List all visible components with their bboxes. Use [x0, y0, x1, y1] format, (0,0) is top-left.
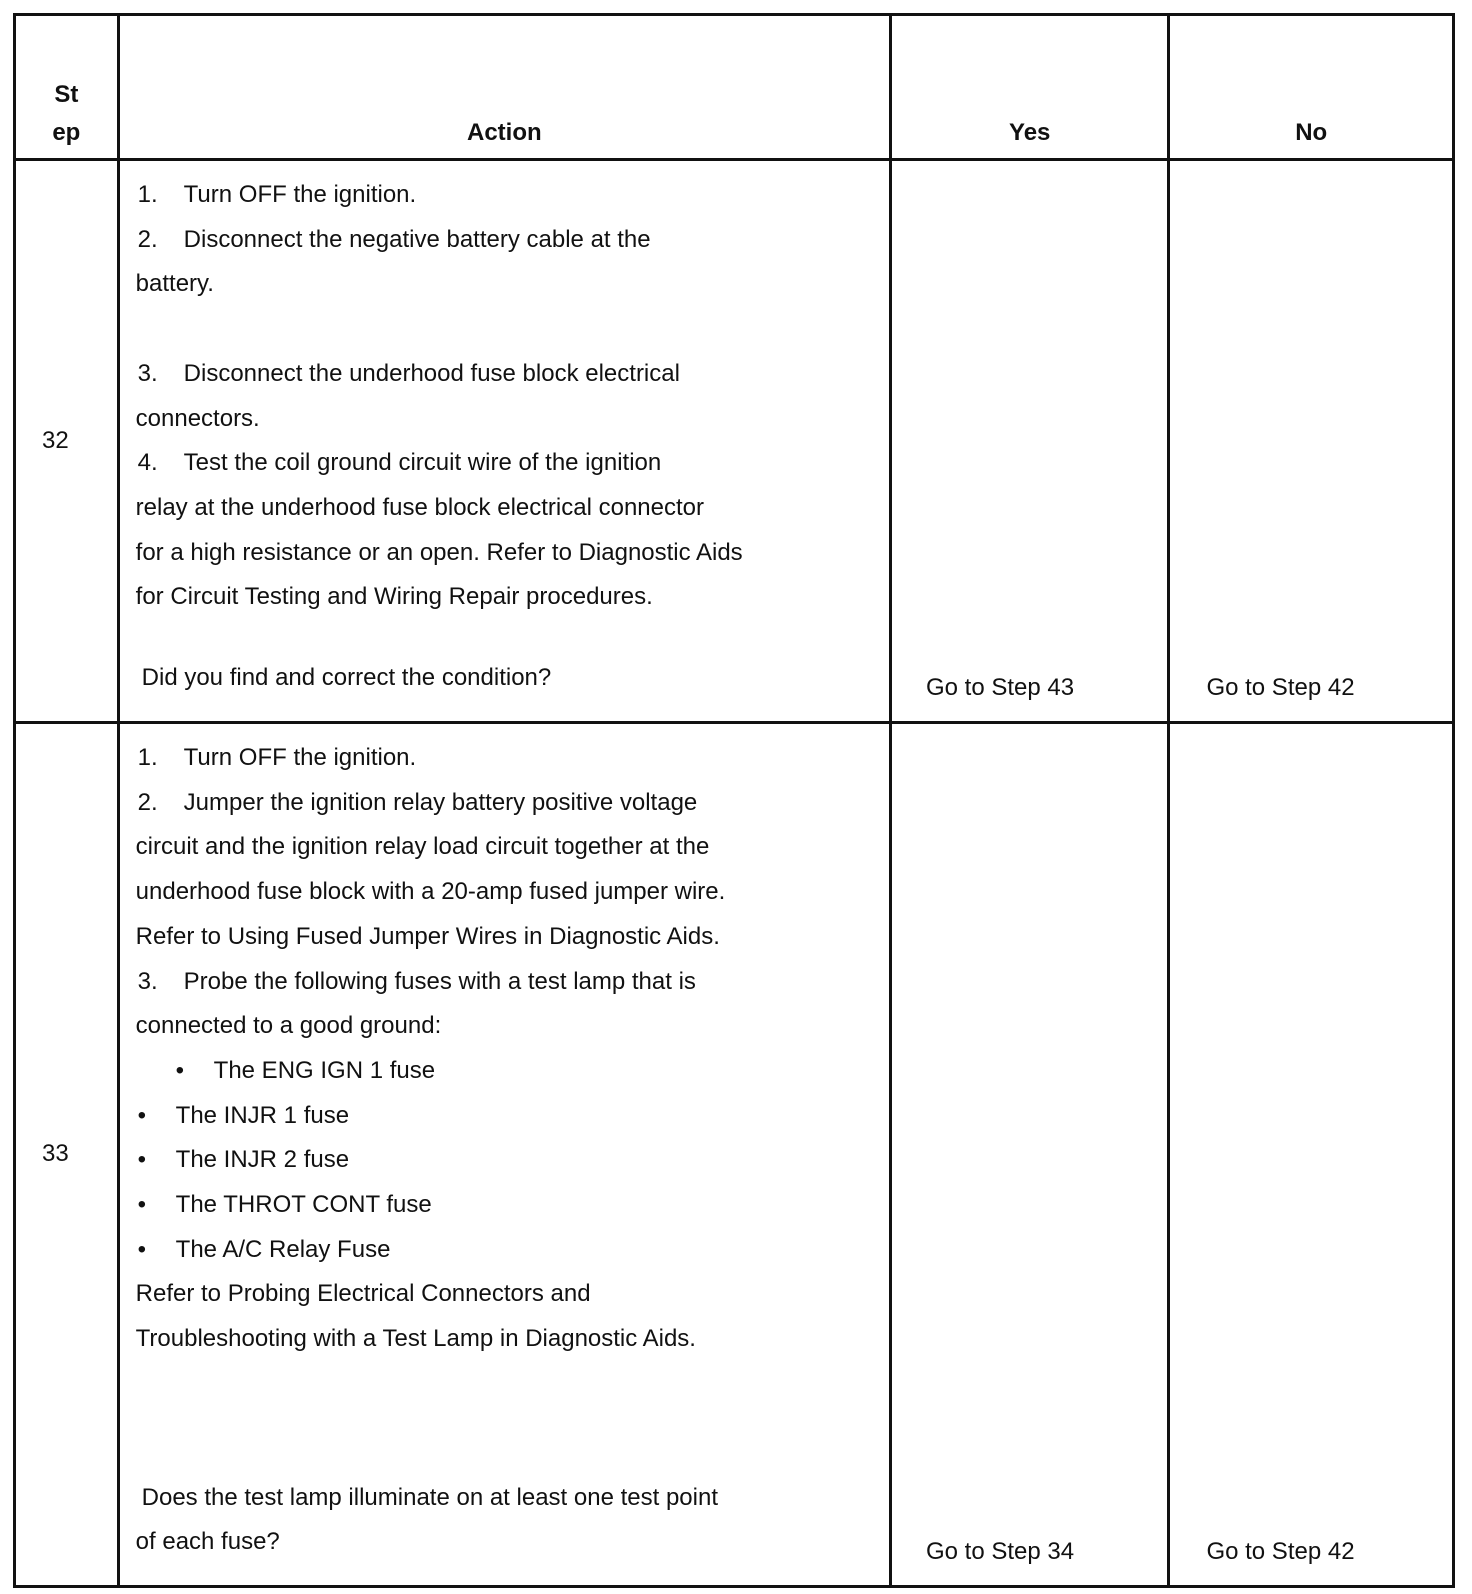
action-line: Refer to Probing Electrical Connectors and [135, 1280, 591, 1308]
yes-header: Yes [891, 15, 1169, 160]
action-line [136, 352, 879, 397]
action-line: battery. [135, 270, 214, 298]
yes-result: Go to Step 34 [891, 723, 1169, 1587]
action-line [136, 441, 879, 486]
action-line [136, 173, 879, 218]
step-header [15, 15, 119, 160]
item-number: 2. [137, 788, 158, 816]
fuse-list-item [136, 1094, 879, 1139]
document-page [13, 13, 1455, 1578]
action-cell [118, 723, 890, 1587]
diagnostic-table [13, 13, 1455, 1588]
question-line: of each fuse? [135, 1528, 280, 1556]
action-line [136, 960, 879, 1005]
item-text: Jumper the ignition relay battery positive voltage [183, 788, 698, 816]
bullet-icon: • [137, 1101, 147, 1129]
fuse-list-item [136, 1049, 879, 1094]
bullet-icon: • [137, 1191, 147, 1219]
item-number: 3. [137, 359, 158, 387]
step-number: 32 [15, 160, 119, 723]
item-text: Turn OFF the ignition. [183, 181, 417, 208]
fuse-name: The A/C Relay Fuse [175, 1235, 391, 1263]
item-number: 1. [137, 744, 158, 771]
fuse-name: The ENG IGN 1 fuse [213, 1056, 436, 1084]
question-line: Did you find and correct the condition? [141, 664, 552, 692]
question-line: Does the test lamp illuminate on at least one test point [141, 1483, 718, 1511]
item-text: Probe the following fuses with a test lamp that is [183, 967, 696, 995]
item-text: Test the coil ground circuit wire of the ignition [183, 449, 662, 477]
no-result: Go to Step 42 [1169, 160, 1454, 723]
action-line: connected to a good ground: [135, 1012, 442, 1040]
item-number: 3. [137, 967, 158, 995]
no-result: Go to Step 42 [1169, 723, 1454, 1587]
fuse-list-item [136, 1228, 879, 1273]
action-line: Troubleshooting with a Test Lamp in Diagnostic Aids. [135, 1325, 696, 1353]
table-row [15, 160, 1454, 723]
action-line: circuit and the ignition relay load circuit together at the [135, 833, 710, 861]
step-header-line-2: ep [52, 119, 81, 146]
action-cell [118, 160, 890, 723]
action-line: for Circuit Testing and Wiring Repair procedures. [135, 583, 653, 611]
fuse-name: The THROT CONT fuse [175, 1191, 432, 1219]
fuse-name: The INJR 2 fuse [175, 1146, 350, 1174]
item-number: 1. [137, 181, 158, 208]
step-question [136, 656, 552, 701]
item-text: Disconnect the underhood fuse block electrical [183, 359, 680, 387]
item-text: Turn OFF the ignition. [183, 744, 417, 771]
bullet-icon: • [175, 1056, 185, 1084]
action-line: connectors. [135, 404, 260, 432]
header-row [15, 15, 1454, 160]
action-line: underhood fuse block with a 20-amp fused jumper wire. [135, 878, 726, 906]
action-line [136, 218, 879, 263]
step-number: 33 [15, 723, 119, 1587]
no-header: No [1169, 15, 1454, 160]
step-header-line-1: St [54, 81, 79, 108]
action-line: Refer to Using Fused Jumper Wires in Diagnostic Aids. [135, 922, 720, 950]
table-row [15, 723, 1454, 1587]
yes-result: Go to Step 43 [891, 160, 1169, 723]
action-line [136, 781, 879, 826]
action-header: Action [118, 15, 890, 160]
step-question [136, 1476, 718, 1565]
fuse-list-item [136, 1183, 879, 1228]
action-line: relay at the underhood fuse block electrical connector [135, 493, 704, 521]
item-text: Disconnect the negative battery cable at the [183, 225, 651, 253]
item-number: 2. [137, 225, 158, 253]
item-number: 4. [137, 449, 158, 477]
fuse-list-item [136, 1138, 879, 1183]
action-line [136, 736, 879, 781]
fuse-name: The INJR 1 fuse [175, 1101, 350, 1129]
bullet-icon: • [137, 1146, 147, 1174]
bullet-icon: • [137, 1235, 147, 1263]
action-line: for a high resistance or an open. Refer to Diagnostic Aids [135, 538, 743, 566]
